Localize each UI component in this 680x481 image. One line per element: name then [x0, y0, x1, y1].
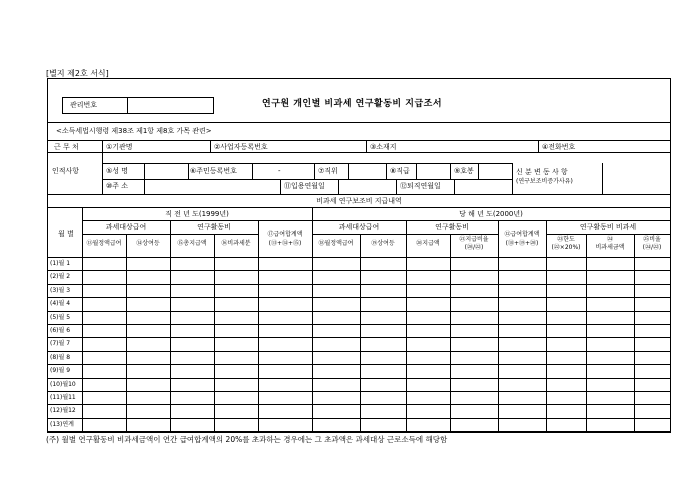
col-ratio-formula: (㉔/㉒): [642, 244, 662, 251]
table-row-divider: [48, 364, 670, 365]
col-limit: ㉓한도: [557, 236, 575, 243]
legal-basis: <소득세법시행령 제38조 제1항 제8호 가목 관련>: [56, 127, 212, 135]
month-row-label: (6)월 6: [50, 327, 71, 334]
table-row-divider: [48, 391, 670, 392]
month-row-label: (2)월 2: [50, 273, 71, 281]
personal-label: 인적사항: [52, 167, 80, 175]
col-bonus-curr: ⑲상여등: [371, 240, 395, 247]
col-nontax-prev: ⑯비과세분: [221, 240, 251, 247]
position-label: ⑦직위: [318, 167, 338, 175]
month-header: 월 별: [58, 230, 74, 238]
section-title: 비과세 연구보조비 지급내역: [316, 197, 402, 205]
month-row-label: (1)월 1: [50, 260, 71, 267]
month-row-label: (11)월11: [50, 394, 76, 401]
curr-year-header: 당 해 년 도(2000년): [459, 210, 523, 218]
status-change-label: 신 분 변 동 사 항: [516, 168, 568, 176]
table-row-divider: [48, 351, 670, 352]
col-pay-ratio: ㉑지급비율: [459, 236, 489, 243]
table-row-divider: [48, 404, 670, 405]
table-row-divider: [48, 284, 670, 285]
mgmt-no-label: 관리번호: [70, 101, 98, 109]
table-row-divider: [48, 418, 670, 419]
rank-label: ⑧직급: [390, 167, 410, 175]
prev-total-formula: (⑬+⑭+⑮): [268, 240, 302, 247]
col-pay-ratio-formula: (⑳/㉒): [464, 244, 484, 251]
prev-total-header: ⑰급여합계액: [267, 231, 303, 238]
hire-date-label: ⑪입용연월일: [284, 182, 325, 190]
col-ratio: ㉕비율: [643, 236, 661, 243]
prev-year-header: 직 전 년 도(1999년): [165, 210, 229, 218]
month-row-label: (13)연계: [50, 420, 74, 428]
retire-date-label: ⑫퇴직연월일: [400, 182, 441, 190]
footnote: (주) 월별 연구활동비 비과세금액이 연간 급여합계액의 20%를 초과하는 경우에는 그 초과액은 과세대상 근로소득에 해당함: [46, 435, 448, 444]
workplace-label: 근 무 처: [54, 143, 79, 151]
org-name-label: ①기관명: [106, 143, 133, 151]
phone-label: ④전화번호: [542, 143, 576, 151]
col-nontax-amount: 비과세금액: [595, 244, 625, 251]
biz-reg-no-label: ②사업자등록번호: [214, 143, 268, 151]
status-change-sub: (연구보조비증가사유): [516, 178, 573, 185]
table-row-divider: [48, 337, 670, 338]
resident-no-label: ⑥주민등록번호: [190, 167, 237, 175]
table-row-divider: [48, 378, 670, 379]
col-monthly-pay-curr: ⑱월정액급여: [318, 240, 354, 247]
table-row-divider: [48, 270, 670, 271]
prev-research-header: 연구활동비: [197, 223, 231, 231]
month-row-label: (10)월10: [50, 380, 76, 388]
table-row-divider: [48, 324, 670, 325]
col-bonus-prev: ⑭상여등: [136, 240, 160, 247]
col-monthly-pay-prev: ⑬월정액급여: [86, 240, 122, 247]
month-row-label: (8)월 8: [50, 353, 71, 361]
table-row-divider: [48, 311, 670, 312]
table-row-divider: [48, 297, 670, 298]
curr-total-formula: (⑱+⑲+⑳): [505, 240, 539, 247]
form-frame: [47, 78, 671, 433]
prev-taxable-header: 과세대상급여: [105, 223, 147, 231]
curr-nontax-header: 연구활동비 비과세: [579, 223, 637, 231]
form-label: [별지 제2호 서식]: [46, 69, 109, 78]
name-label: ⑤성 명: [106, 167, 129, 175]
resident-no-separator: -: [278, 167, 281, 175]
table-row-divider: [48, 431, 670, 432]
month-row-label: (4)월 4: [50, 300, 71, 308]
month-row-label: (5)월 5: [50, 313, 71, 321]
month-row-label: (9)월 9: [50, 367, 71, 375]
col-limit-formula: (㉒×20%): [551, 244, 581, 251]
page-title: 연구원 개인별 비과세 연구활동비 지급조서: [262, 99, 443, 109]
month-row-label: (7)월 7: [50, 340, 71, 348]
address-label: ③소재지: [370, 143, 397, 151]
curr-taxable-header: 과세대상급여: [338, 223, 380, 231]
col-nontax-amount-no: ㉔: [606, 236, 613, 243]
grade-label: ⑨호봉: [454, 167, 474, 175]
month-row-label: (3)월 3: [50, 286, 71, 294]
curr-research-header: 연구활동비: [435, 223, 469, 231]
month-row-label: (12)월12: [50, 407, 76, 415]
curr-total-header: ⑫급여합계액: [504, 231, 540, 238]
home-address-label: ⑩주 소: [106, 182, 129, 190]
col-total-paid-prev: ⑮총지급액: [177, 240, 207, 247]
col-paid-curr: ⑳지급액: [416, 240, 440, 247]
